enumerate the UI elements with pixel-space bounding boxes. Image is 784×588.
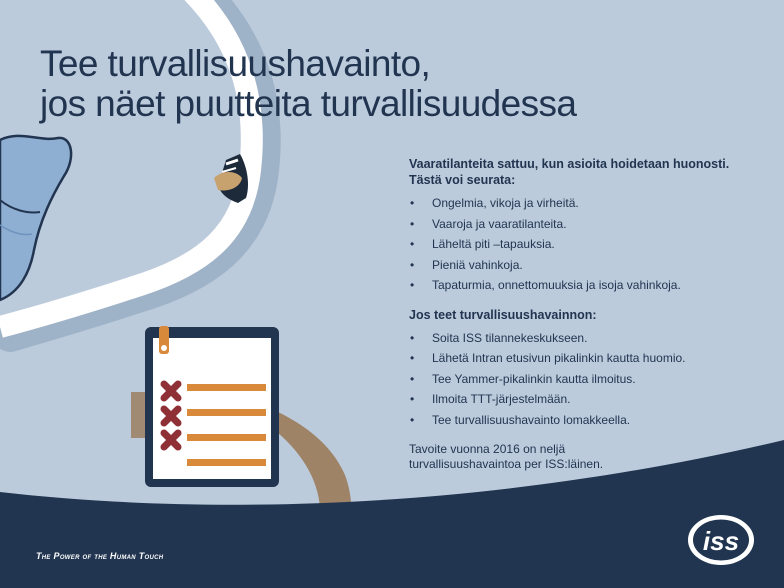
goal-line-1: Tavoite vuonna 2016 on neljä xyxy=(409,442,566,456)
bullet-icon: • xyxy=(410,196,415,210)
footer-tagline: The Power of the Human Touch xyxy=(36,551,164,561)
bullet-icon: • xyxy=(410,371,415,386)
section-2-heading: Jos teet turvallisuushavainnon: xyxy=(409,307,597,322)
list-item: • Läheltä piti –tapauksia. xyxy=(409,234,749,255)
shoe-illustration xyxy=(214,154,248,203)
goal-text xyxy=(409,442,749,472)
title-line-1: Tee turvallisuushavainto, xyxy=(40,43,431,84)
list-item: • Ongelmia, vikoja ja virheitä. xyxy=(409,193,749,214)
page-title xyxy=(40,44,576,124)
list-item: • Tapaturmia, onnettomuuksia ja isoja vahinkoja. xyxy=(409,275,749,296)
iss-logo-text: iss xyxy=(702,526,740,556)
bullet-icon: • xyxy=(410,257,415,272)
list-item: • Tee Yammer-pikalinkin kautta ilmoitus. xyxy=(409,369,749,390)
bullet-icon: • xyxy=(410,278,415,292)
section-1-list xyxy=(409,193,749,296)
iss-logo xyxy=(688,515,754,565)
goal-line-2: turvallisuushavaintoa per ISS:läinen. xyxy=(409,457,604,471)
bullet-icon: • xyxy=(410,330,415,345)
list-item: • Soita ISS tilannekeskukseen. xyxy=(409,328,749,349)
list-item: • Pieniä vahinkoja. xyxy=(409,255,749,276)
list-item: • Vaaroja ja vaaratilanteita. xyxy=(409,214,749,235)
section-2-list xyxy=(409,328,749,431)
glove-illustration xyxy=(0,136,71,300)
title-line-2: jos näet puutteita turvallisuudessa xyxy=(40,83,577,124)
list-item: • Tee turvallisuushavainto lomakkeella. xyxy=(409,410,749,431)
bullet-icon: • xyxy=(410,237,415,251)
clipboard-illustration xyxy=(131,326,279,487)
list-item: • Ilmoita TTT-järjestelmään. xyxy=(409,389,749,410)
bullet-icon: • xyxy=(410,351,415,365)
bullet-icon: • xyxy=(410,392,415,406)
list-item: • Lähetä Intran etusivun pikalinkin kautta huomio. xyxy=(409,348,749,369)
section-1-heading: Vaaratilanteita sattuu, kun asioita hoidetaan huonosti. Tästä voi seurata: xyxy=(409,157,730,187)
bullet-icon: • xyxy=(410,216,415,231)
bullet-icon: • xyxy=(410,412,415,427)
content-panel xyxy=(409,156,749,484)
